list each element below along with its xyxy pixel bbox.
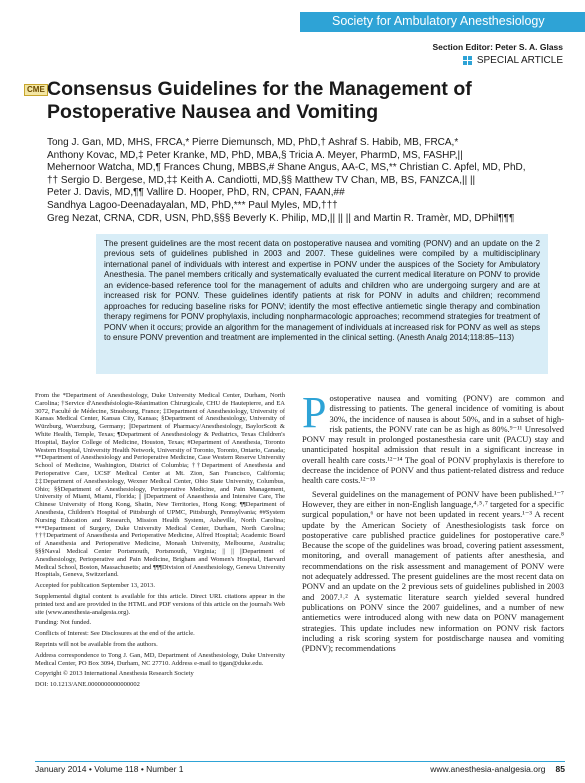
cme-badge: CME [24, 84, 48, 96]
affiliation-text: From the *Department of Anesthesiology, Duke University Medical Center, Durham, North Carolina; †Service d'Anesthésiologie-Réanimation Chirurgicale, CHU de Hautepierre, and EA 3072, Faculté de Médecine, Strasbourg, France; ‡Department of Anesthesiology, University of Kansas Medical Center, Kansas City, Kansas; §Department of Anesthesiology, University of Würzburg, Wuerzburg, Germany; ||Department of Pharmacy/Anesthesiology, BaylorScott & White Health, Temple, Texas; ¶Department of Anesthesiology & Pediatrics, Texas Children's Hospital, Baylor College of Medicine, Houston, Texas; #Department of Anesthesia, Toronto Western Hospital, University Health Network, University of Toronto, Toronto, Ontario, Canada; **Department of Anesthesiology and Perioperative Medicine, Case Western Reserve University School of Medicine, Washington, District of Columbia; ††Department of Anesthesia and Perioperative Care, UCSF Medical Center at Mt. Zion, San Francisco, California; ‡‡Department of Anesthesiology, Wexner Medical Center, Ohio State University, Columbus, Ohio; §§Department of Anesthesiology, Perioperative Medicine, and Pain Management, University of Miami, Miami, Florida; || ||Department of Anaesthesia and Intensive Care, The Chinese University of Hong Kong, Shatin, New Territories, Hong Kong; ¶¶Department of Anesthesia, Children's Hospital of Pittsburgh of UPMC, Pittsburgh, Pennsylvania; ##System Nursing Education and Research, Mission Health System, Asheville, North Carolina; ***Department of Surgery, Duke University Medical Center, Durham, North Carolina; †††Department of Anaesthesia and Perioperative Medicine, Alfred Hospital; Academic Board of Anaesthesia and Perioperative Medicine, Monash University, Melbourne, Australia; §§§Naval Medical Center Portsmouth, Portsmouth, Virginia; || || ||Department of Anesthesiology, Perioperative and Pain Medicine, Brigham and Women's Hospital, Harvard Medical School, Boston, Massachusetts; and ¶¶¶Division of Anesthesiology, Geneva University Hospitals, Geneva, Switzerland. [35, 392, 285, 579]
conflicts-note: Conflicts of Interest: See Disclosures at the end of the article. [35, 630, 195, 638]
abstract: The present guidelines are the most recent data on postoperative nausea and vomiting (PONV) and an update on the 2 previous sets of guidelines published in 2003 and 2007. These guidelines were compiled by a multidisciplinary international panel of individuals with interest and expertise in PONV under the auspices of the Society for Ambulatory Anesthesia. The panel members critically and systematically evaluated the current medical literature on PONV to provide an evidence-based reference tool for the management of adults and children who are undergoing surgery and are at increased risk for PONV. These guidelines identify patients at risk for PONV in adults and children; recommend approaches for reducing baseline risks for PONV; identify the most effective antiemetic single therapy and combination therapy regimens for PONV prophylaxis, including nonpharmacologic approaches; recommend strategies for treatment of PONV when it occurs; provide an algorithm for the management of individuals at increased risk for PONV as well as steps to ensure PONV prevention and treatment are implemented in the clinical setting. (Anesth Analg 2014;118:85–113) [96, 234, 548, 374]
author-line: †† Sergio D. Bergese, MD,‡‡ Keith A. Candiotti, MD,§§ Matthew TV Chan, MB, BS, FANZCA,|| || [47, 174, 476, 186]
paragraph-text: ostoperative nausea and vomiting (PONV) are common and distressing to patients. The general incidence of vomiting is about 30%, the incidence of nausea is about 50%, and in a subset of high-risk patients, the PONV rate can be as high as 80%.⁹⁻¹¹ Unresolved PONV may result in prolonged postanesthesia care unit (PACU) stay and unanticipated hospital admission that result in a significant increase in overall health care costs.¹²⁻¹⁴ The goal of PONV prophylaxis is therefore to decrease the incidence of PONV and thus patient-related distress and reduce health care costs.¹²⁻¹⁵ [302, 393, 564, 486]
copyright: Copyright © 2013 International Anesthesia Research Society [35, 670, 194, 678]
footer-rule [35, 761, 565, 762]
funding-note: Funding: Not funded. [35, 619, 92, 627]
article-title: Consensus Guidelines for the Management of Postoperative Nausea and Vomiting [47, 78, 472, 123]
journal-url[interactable]: www.anesthesia-analgesia.org [430, 764, 546, 774]
acceptance-date: Accepted for publication September 13, 2013. [35, 582, 156, 590]
paragraph: Several guidelines on the management of PONV have been published.¹⁻⁷ However, they are either in non-English language,⁴˒⁵˒⁷ targeted for a specific surgical population,⁶ or have not been updated in recent years.¹⁻³ A recent update by the American Society of Anesthesiologists task force on postoperative care published practice guidelines for postoperative care.⁸ Because the scope of the guidelines was broad, covering patient assessment, monitoring, and overall management of patients after anesthesia, and recommendations on the risk assessment and management of PONV were not adequately addressed. The present guidelines are the most recent data on PONV and an update on the 2 previous sets of guidelines published in 2003 and 2007.¹˒² A systematic literature search yielded several hundred publications on PONV since the 2007 guidelines, and a number of new antiemetics were introduced along with new data on PONV management strategies. This update includes new information on PONV risk factors including a risk scoring system for postdischarge nausea and vomiting (PDNV); recommendations [302, 488, 564, 654]
section-editor: Section Editor: Peter S. A. Glass [432, 42, 563, 52]
page-number: 85 [555, 764, 565, 774]
author-line: Tong J. Gan, MD, MHS, FRCA,* Pierre Diemunsch, MD, PhD,† Ashraf S. Habib, MB, FRCA,* [47, 137, 459, 148]
journal-section-bar [300, 12, 585, 32]
author-line: Anthony Kovac, MD,‡ Peter Kranke, MD, PhD, MBA,§ Tricia A. Meyer, PharmD, MS, FASHP,|| [47, 149, 463, 161]
author-line: Peter J. Davis, MD,¶¶ Vallire D. Hooper, PhD, RN, CPAN, FAAN,## [47, 187, 345, 199]
author-line: Sandhya Lagoo-Deenadayalan, MD, PhD,*** Paul Myles, MD,††† [47, 199, 338, 211]
author-line: Mehernoor Watcha, MD,¶ Frances Chung, MBBS,# Shane Angus, AA-C, MS,** Christian C. Apfel, MD, PhD, [47, 162, 526, 174]
correspondence: Address correspondence to Tong J. Gan, MD, Department of Anesthesiology, Duke University Medical Center, PO Box 3094, Durham, NC 27710. Address e-mail to tjgan@duke.edu. [35, 651, 285, 667]
grid-squares-icon [463, 56, 472, 65]
body-text [302, 388, 564, 656]
affiliations [35, 392, 285, 692]
author-list [47, 137, 572, 225]
paragraph [302, 388, 564, 486]
reprints-note: Reprints will not be available from the authors. [35, 640, 158, 648]
journal-section-title: Society for Ambulatory Anesthesiology [332, 14, 545, 28]
drop-cap: P [302, 388, 327, 437]
supplemental-note: Supplemental digital content is available for this article. Direct URL citations appear in the printed text and are provided in the HTML and PDF versions of this article on the journal's Web site (www.anesthesia-analgesia.org). [35, 592, 285, 616]
footer-right [430, 764, 565, 774]
author-line: Greg Nezat, CRNA, CDR, USN, PhD,§§§ Beverly K. Philip, MD,|| || || and Martin R. Tramèr, MD, DPhil¶¶¶ [47, 212, 515, 224]
article-type [463, 55, 563, 66]
article-type-label: SPECIAL ARTICLE [476, 55, 563, 66]
issue-info: January 2014 • Volume 118 • Number 1 [35, 764, 184, 774]
doi: DOI: 10.1213/ANE.0000000000000002 [35, 681, 140, 689]
